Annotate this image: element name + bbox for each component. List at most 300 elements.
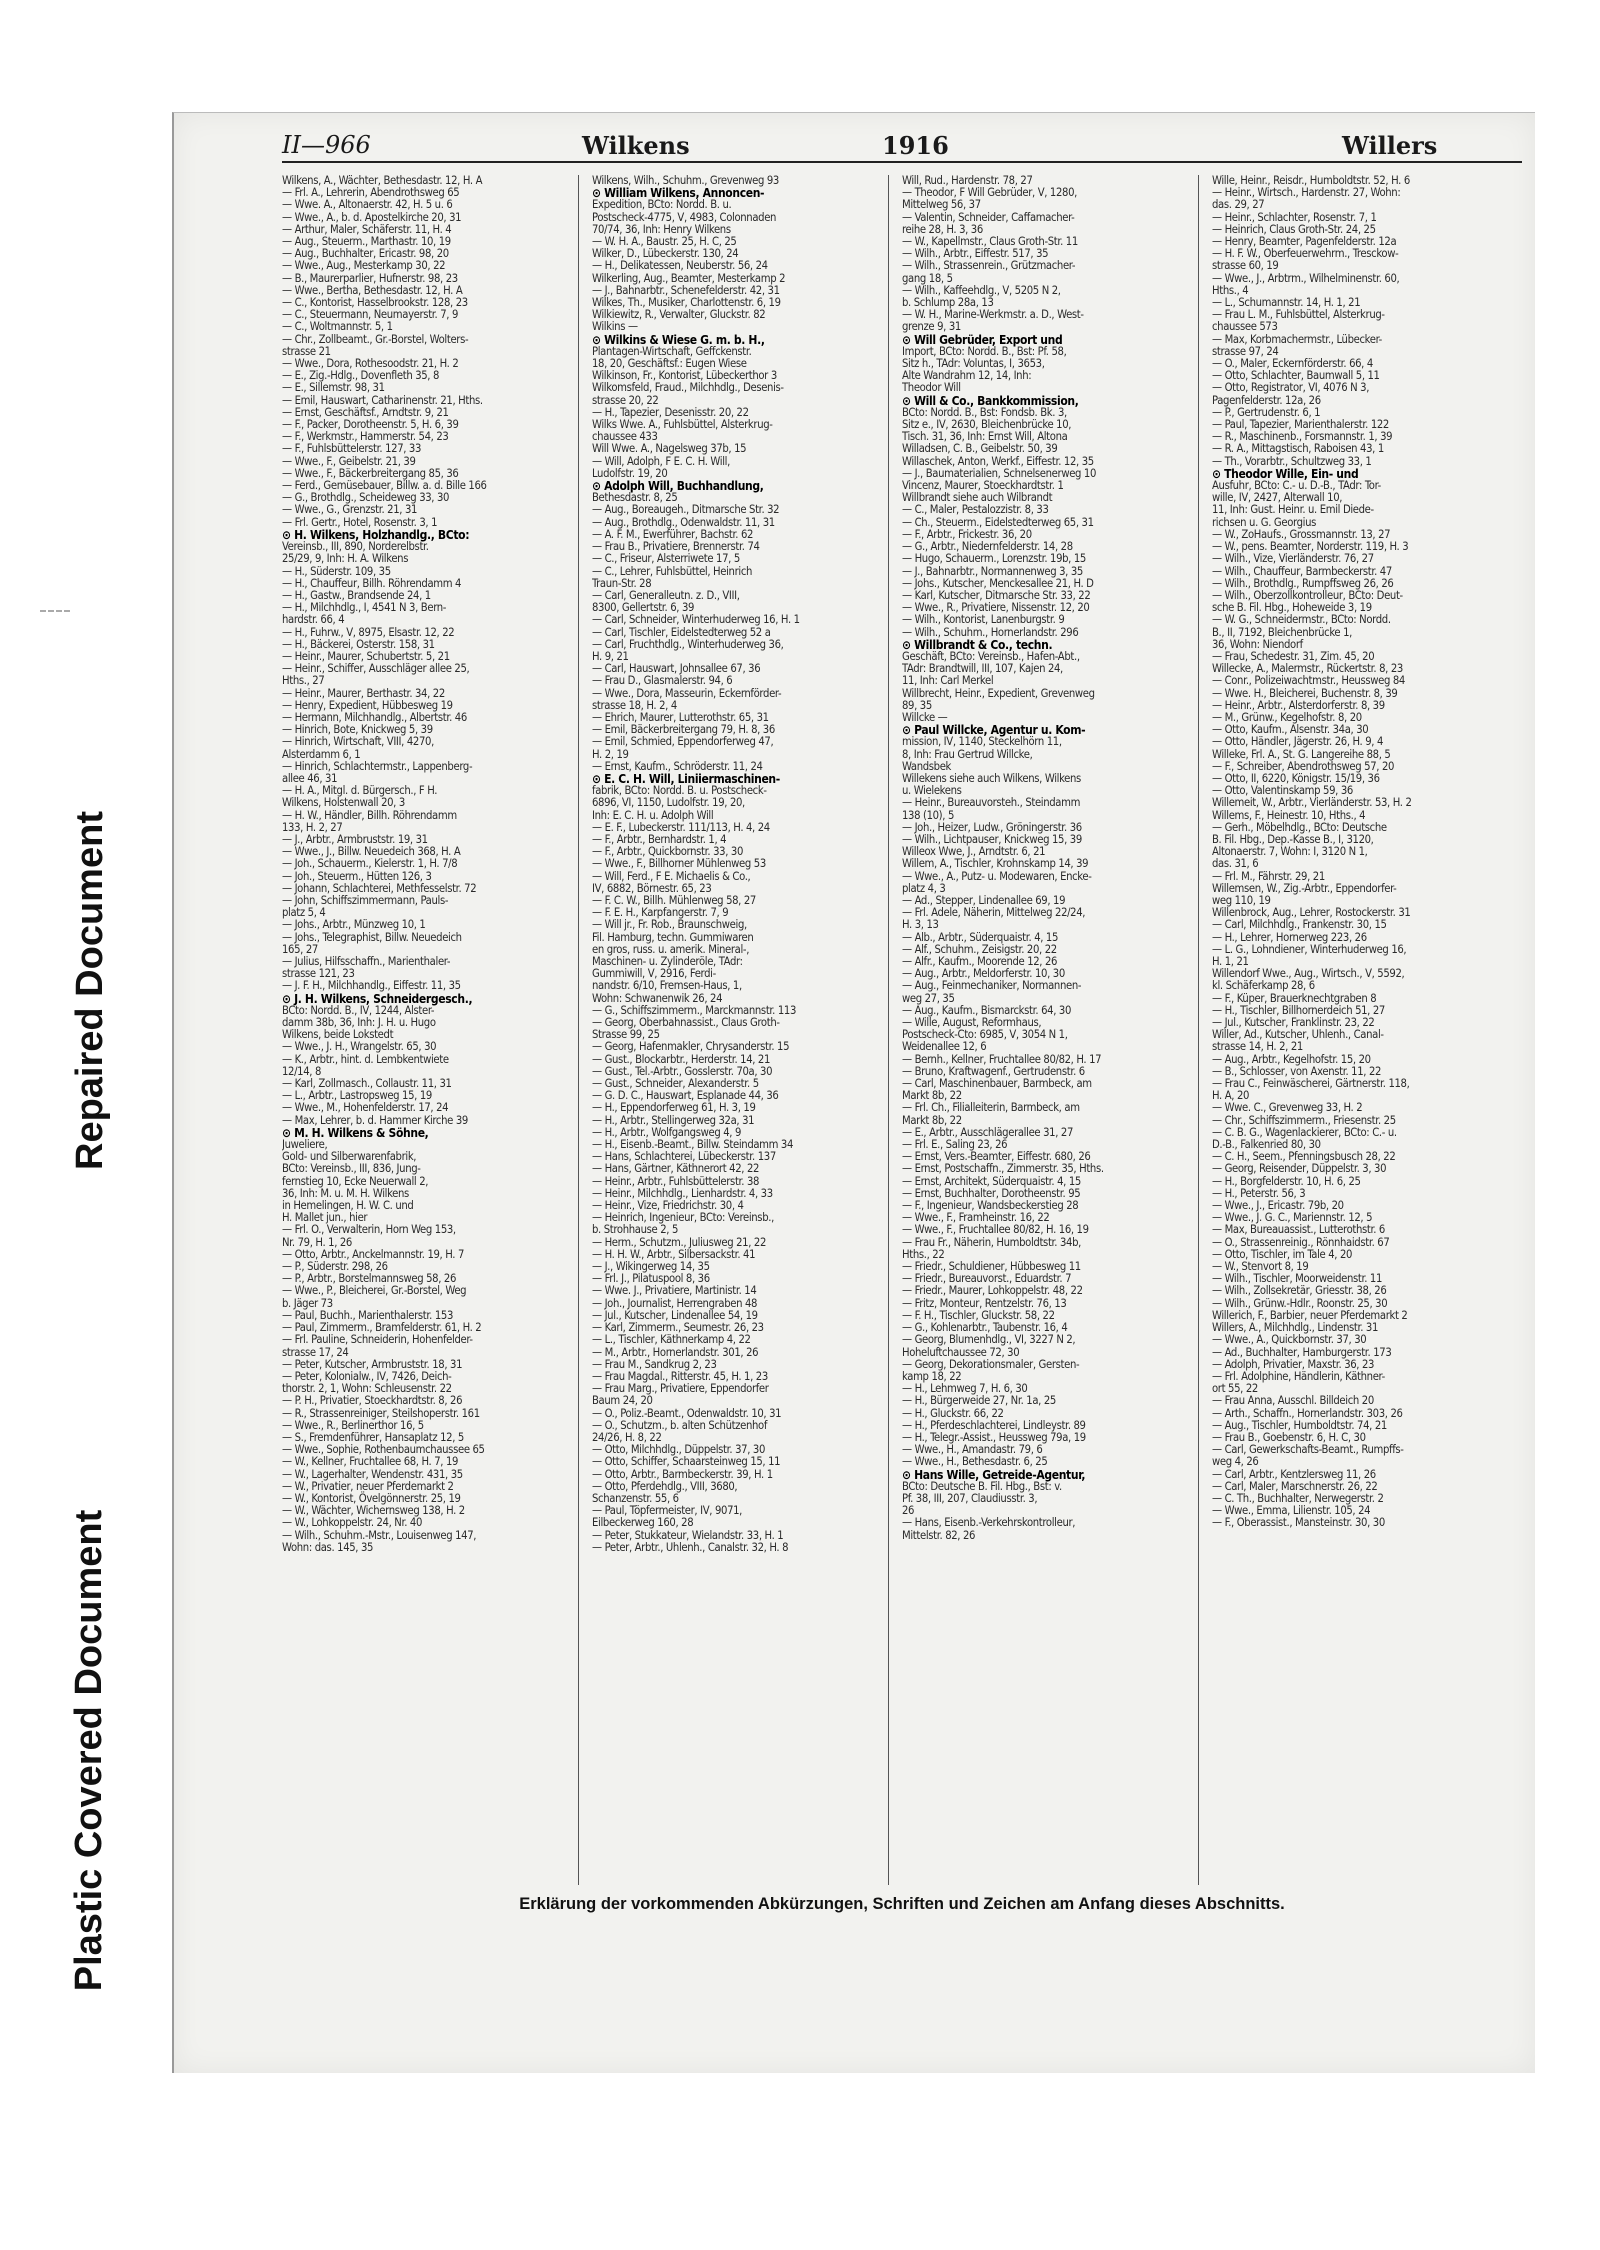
directory-entry: ⊙ E. C. H. Will, Liniiermaschinen- (592, 771, 780, 786)
directory-entry: — Gust., Tel.-Arbtr., Gosslerstr. 70a, 30 (592, 1064, 773, 1078)
directory-entry: 8300, Gellertstr. 6, 39 (592, 601, 695, 615)
directory-entry: — Carl, Gewerkschafts-Beamt., Rumpffs- (1212, 1443, 1404, 1457)
directory-entry: — Herm., Schutzm., Juliusweg 21, 22 (592, 1235, 766, 1249)
directory-entry: — Otto, Schiffer, Schaarsteinweg 15, 11 (592, 1455, 781, 1469)
directory-entry: — C. Th., Buchhalter, Nerwegerstr. 2 (1212, 1491, 1384, 1505)
directory-entry: Wille, Heinr., Reisdr., Humboldtstr. 52, H. 6 (1212, 175, 1410, 187)
directory-entry: — Wwe., Dora, Rothesoodstr. 21, H. 2 (282, 357, 459, 371)
directory-entry: — Heinr., Schlachter, Rosenstr. 7, 1 (1212, 210, 1377, 224)
directory-entry: — Bernh., Kellner, Fruchtallee 80/82, H. 17 (902, 1052, 1102, 1066)
directory-entry: allee 46, 31 (282, 771, 338, 785)
directory-entry: — W., Lagerhalter, Wendenstr. 431, 35 (282, 1467, 463, 1481)
directory-entry: kamp 18, 22 (902, 1369, 962, 1383)
directory-entry: — Julius, Hilfsschaffn., Marienthaler- (282, 955, 451, 968)
directory-entry: — Wwe. A., Altonaerstr. 42, H. 5 u. 6 (282, 198, 453, 212)
directory-entry: — E., Zig.-Hdlg., Dovenfleth 35, 8 (282, 369, 440, 383)
directory-entry: — Johs., Telegraphist, Billw. Neuedeich (282, 930, 462, 944)
directory-entry: Willecke, A., Malermstr., Rückertstr. 8, 23 (1212, 662, 1403, 676)
directory-entry: — Frl. O., Verwalterin, Horn Weg 153, (282, 1223, 456, 1237)
directory-entry: — R. A., Mittagstisch, Raboisen 43, 1 (1212, 442, 1384, 456)
directory-entry: — C., Woltmannstr. 5, 1 (282, 320, 393, 334)
directory-entry: — H., Lehrer, Hornerweg 223, 26 (1212, 930, 1367, 944)
directory-entry: — L. G., Lohndiener, Winterhuderweg 16, (1212, 942, 1407, 956)
directory-entry: — W. H. A., Baustr. 25, H. C, 25 (592, 235, 737, 249)
directory-entry: — Wilh., Vize, Vierländerstr. 76, 27 (1212, 552, 1374, 566)
directory-entry: — P., Arbtr., Borstelmannsweg 58, 26 (282, 1272, 456, 1286)
directory-entry: Gold- und Silberwarenfabrik, (282, 1150, 417, 1164)
directory-entry: — J., Bahnarbtr., Schenefelderstr. 42, 31 (592, 283, 780, 297)
directory-entry: — Chr., Schiffszimmerm., Friesenstr. 25 (1212, 1113, 1396, 1127)
directory-entry: — Otto, Valentinskamp 59, 36 (1212, 784, 1353, 798)
directory-entry: — F., Ingenieur, Wandsbeckerstieg 28 (902, 1199, 1079, 1213)
directory-entry: Wilkens, Holstenwall 20, 3 (282, 796, 405, 810)
directory-entry: — Aug., Arbtr., Kegelhofstr. 15, 20 (1212, 1052, 1371, 1066)
directory-entry: B. Fil. Hbg., Dep.-Kasse B., I, 3120, (1212, 832, 1374, 846)
directory-entry: — W., Kapellmstr., Claus Groth-Str. 11 (902, 235, 1078, 249)
directory-entry: 12/14, 8 (282, 1064, 321, 1078)
directory-entry: — Ch., Steuerm., Eidelstedterweg 65, 31 (902, 515, 1094, 529)
directory-entry: — Frau Magdal., Ritterstr. 45, H. 1, 23 (592, 1369, 768, 1383)
directory-entry: strasse 18, H. 2, 4 (592, 698, 677, 712)
directory-entry: — Wwe., A., Quickbornstr. 37, 30 (1212, 1333, 1367, 1347)
directory-entry: ⊙ Willbrandt & Co., techn. (902, 637, 1053, 652)
directory-entry: — Wwe. H., Bleicherei, Buchenstr. 8, 39 (1212, 686, 1398, 700)
directory-entry: — Ernst, Kaufm., Schröderstr. 11, 24 (592, 759, 763, 773)
directory-entry: — Otto, Schlachter, Baumwall 5, 11 (1212, 369, 1380, 383)
directory-entry: Hoheluftchaussee 72, 30 (902, 1345, 1020, 1359)
directory-entry: H. 3, 13 (902, 918, 939, 932)
directory-entry: BCto: Nordd. B., Bst: Fondsb. Bk. 3, (902, 405, 1067, 419)
directory-entry: — J., Bahnarbtr., Normannenweg 3, 35 (902, 564, 1083, 578)
directory-entry: grenze 9, 31 (902, 320, 961, 334)
directory-entry: Postscheck-4775, V, 4983, Colonnaden (592, 210, 777, 224)
directory-entry: — P., Gertrudenstr. 6, 1 (1212, 405, 1321, 419)
directory-entry: — Heinr., Arbtr., Alsterdorferstr. 8, 39 (1212, 698, 1385, 712)
directory-entry: Willeox Wwe, J., Arndtstr. 6, 21 (902, 845, 1046, 859)
directory-entry: — Otto, Pferdehdlg., VIII, 3680, (592, 1479, 738, 1493)
directory-entry: — Alfr., Kaufm., Moorende 12, 26 (902, 955, 1058, 968)
directory-entry: kl. Schäferkamp 28, 6 (1212, 979, 1315, 993)
directory-entry: — Hermann, Milchhandlg., Albertstr. 46 (282, 710, 467, 724)
directory-entry: — Frl. Adolphine, Händlerin, Käthner- (1212, 1369, 1385, 1383)
directory-entry: — H., Telegr.-Assist., Heussweg 79a, 19 (902, 1430, 1086, 1444)
directory-entry: — Ad., Buchhalter, Hamburgerstr. 173 (1212, 1345, 1392, 1359)
directory-entry: — J., Arbtr., Armbruststr. 19, 31 (282, 832, 428, 846)
directory-entry: Traun-Str. 28 (592, 576, 652, 590)
directory-entry: Wilkens, A., Wächter, Bethesdastr. 12, H. A (282, 175, 483, 187)
directory-entry: fernstieg 10, Ecke Neuerwall 2, (282, 1174, 429, 1188)
directory-entry: — Johann, Schlachterei, Methfesselstr. 72 (282, 881, 477, 895)
directory-entry: 26 (902, 1504, 915, 1518)
directory-entry: — R., Strassenreiniger, Steilshoperstr. 161 (282, 1406, 480, 1420)
directory-entry: — Wwe., R., Privatiere, Nissenstr. 12, 20 (902, 601, 1090, 615)
directory-entry: — Otto, Kaufm., Alsenstr. 34a, 30 (1212, 723, 1369, 737)
directory-entry: — Wwe., F., Billhorner Mühlenweg 53 (592, 857, 766, 871)
directory-entry: platz 5, 4 (282, 906, 326, 920)
plastic-covered-document-label: Plastic Covered Document (68, 1509, 111, 1991)
directory-entry: — O., Strassenreinig., Rönnhaidstr. 67 (1212, 1235, 1390, 1249)
directory-entry: — Wilh., Arbtr., Eiffestr. 517, 35 (902, 247, 1049, 261)
directory-entry: Willcke — (902, 710, 948, 724)
directory-entry: — Wilh., Kontorist, Lanenburgstr. 9 (902, 613, 1065, 627)
directory-entry: — S., Fremdenführer, Hansaplatz 12, 5 (282, 1430, 464, 1444)
directory-entry: — Wwe., Dora, Masseurin, Eckernförder- (592, 686, 782, 700)
directory-entry: 36, Wohn: Niendorf (1212, 637, 1303, 651)
directory-entry: ⊙ Hans Wille, Getreide-Agentur, (902, 1467, 1086, 1482)
directory-entry: — Wwe., A., b. d. Apostelkirche 20, 31 (282, 210, 462, 224)
directory-entry: — Heinr., Schiffer, Ausschläger allee 25, (282, 662, 470, 676)
directory-entry: — E., Arbtr., Ausschlägerallee 31, 27 (902, 1125, 1074, 1139)
directory-entry: Willemsen, W., Zig.-Arbtr., Eppendorfer- (1212, 881, 1397, 895)
directory-entry: gang 18, 5 (902, 271, 953, 285)
directory-entry: — J. F. H., Milchhandlg., Eiffestr. 11, 35 (282, 979, 461, 993)
directory-entry: H. 2, 19 (592, 747, 629, 761)
directory-entry: Willendorf Wwe., Aug., Wirtsch., V, 5592, (1212, 967, 1405, 981)
directory-entry: — Frl. A., Lehrerin, Abendrothsweg 65 (282, 186, 460, 200)
directory-entry: — Otto, Arbtr., Anckelmannstr. 19, H. 7 (282, 1247, 465, 1261)
directory-entry: — Frau, Schedestr. 31, Zim. 45, 20 (1212, 649, 1375, 663)
directory-entry: — Frau M., Sandkrug 2, 23 (592, 1357, 717, 1371)
directory-entry: — Heinr., Vize, Friedrichstr. 30, 4 (592, 1199, 744, 1213)
directory-entry: en gros, russ. u. amerik. Mineral-, (592, 942, 750, 956)
directory-entry: — H., Süderstr. 109, 35 (282, 564, 391, 578)
directory-entry: wille, IV, 2427, Alterwall 10, (1212, 491, 1343, 505)
directory-entry: — Friedr., Bureauvorst., Eduardstr. 7 (902, 1272, 1072, 1286)
directory-entry: — Ad., Stepper, Lindenallee 69, 19 (902, 893, 1066, 907)
directory-entry: ⊙ H. Wilkens, Holzhandlg., BCto: (282, 527, 470, 542)
directory-entry: — Peter, Stukkateur, Wielandstr. 33, H. 1 (592, 1528, 784, 1542)
directory-entry: — Bruno, Kraftwagenf., Gertrudenstr. 6 (902, 1064, 1085, 1078)
directory-entry: H. Mallet jun., hier (282, 1211, 368, 1225)
directory-entry: — Wwe., M., Hohenfelderstr. 17, 24 (282, 1101, 449, 1115)
directory-entry: — F., Oberassist., Mansteinstr. 30, 30 (1212, 1516, 1385, 1530)
page-header (282, 131, 1522, 163)
directory-entry: — F. E. H., Karpfangerstr. 7, 9 (592, 906, 729, 920)
directory-entry: — Frau C., Feinwäscherei, Gärtnerstr. 118, (1212, 1077, 1410, 1091)
directory-entry: — Wilh., Oberzollkontrolleur, BCto: Deut- (1212, 588, 1403, 602)
directory-entry: Ausfuhr, BCto: C.- u. D.-B., TAdr: Tor- (1212, 479, 1381, 493)
directory-entry: Willers, A., Milchhdlg., Lindenstr. 31 (1212, 1321, 1379, 1335)
directory-entry: — Frl. Ch., Filialleiterin, Barmbeck, am (902, 1101, 1080, 1115)
directory-entry: — Alf., Schuhm., Zeisigstr. 20, 22 (902, 942, 1057, 956)
directory-entry: 8, Inh: Frau Gertrud Willcke, (902, 747, 1033, 761)
directory-entry: Expedition, BCto: Nordd. B. u. (592, 198, 732, 212)
directory-entry: — F., Fuhlsbüttelerstr. 127, 33 (282, 442, 422, 456)
directory-entry: — Wilh., Zollsekretär, Griesstr. 38, 26 (1212, 1284, 1387, 1298)
directory-entry: — Carl, Hauswart, Johnsallee 67, 36 (592, 662, 761, 676)
year: 1916 (882, 131, 949, 160)
directory-entry: das. 29, 27 (1212, 198, 1265, 212)
directory-entry: — Aug., Tischler, Humboldtstr. 74, 21 (1212, 1418, 1387, 1432)
directory-entry: — Will, Ferd., F E. Michaelis & Co., (592, 869, 751, 883)
directory-entry: ⊙ J. H. Wilkens, Schneidergesch., (282, 991, 473, 1006)
directory-entry: — Emil, Hauswart, Catharinenstr. 21, Hths. (282, 393, 483, 407)
directory-entry: — Wwe., J. H., Wrangelstr. 65, 30 (282, 1040, 437, 1054)
directory-entry: — Joh., Schauerm., Kielerstr. 1, H. 7/8 (282, 857, 458, 871)
directory-entry: — F., Packer, Dorotheenstr. 5, H. 6, 39 (282, 418, 459, 432)
directory-entry: ⊙ Wilkins & Wiese G. m. b. H., (592, 332, 765, 347)
directory-entry: — Henry, Beamter, Pagenfelderstr. 12a (1212, 235, 1397, 249)
directory-entry: — Emil, Bäckerbreitergang 79, H. 8, 36 (592, 723, 775, 737)
directory-entry: hardstr. 66, 4 (282, 613, 345, 627)
directory-entry: Pf. 38, III, 207, Claudiusstr. 3, (902, 1491, 1038, 1505)
directory-entry: platz 4, 3 (902, 881, 946, 895)
directory-entry: Wandsbek (902, 759, 952, 773)
directory-entry: — Wwe., H., Amandastr. 79, 6 (902, 1443, 1043, 1457)
directory-entry: B., II, 7192, Bleichenbrücke 1, (1212, 625, 1353, 639)
directory-entry: — C., Friseur, Alsterriwete 17, 5 (592, 552, 740, 566)
directory-entry: strasse 14, H. 2, 21 (1212, 1040, 1303, 1054)
directory-entry: — Aug., Feinmechaniker, Normannen- (902, 979, 1082, 993)
directory-entry: — Wwe., G., Grenzstr. 21, 31 (282, 503, 418, 517)
directory-entry: — Arth., Schaffn., Hornerlandstr. 303, 26 (1212, 1406, 1403, 1420)
directory-entry: b. Jäger 73 (282, 1296, 333, 1310)
directory-entry: — L., Tischler, Käthnerkamp 4, 22 (592, 1333, 751, 1347)
directory-entry: — Friedr., Schuldiener, Hübbesweg 11 (902, 1260, 1081, 1274)
directory-entry: — Wwe., H., Bethesdastr. 6, 25 (902, 1455, 1048, 1469)
directory-entry: mission, IV, 1140, Steckelhörn 11, (902, 735, 1062, 749)
directory-entry: — H., Gluckstr. 66, 22 (902, 1406, 1004, 1420)
directory-entry: — Valentin, Schneider, Caffamacher- (902, 210, 1075, 224)
directory-entry: — H., Eisenb.-Beamt., Billw. Steindamm 34 (592, 1138, 794, 1152)
directory-entry: — M., Grünw., Kegelhofstr. 8, 20 (1212, 710, 1362, 724)
directory-entry: ⊙ M. H. Wilkens & Söhne, (282, 1125, 429, 1140)
directory-entry: Willem, A., Tischler, Krohnskamp 14, 39 (902, 857, 1089, 871)
directory-entry: 18, 20, Geschäftsf.: Eugen Wiese (592, 357, 747, 371)
directory-entry: ort 55, 22 (1212, 1382, 1258, 1396)
directory-entry: — Georg, Blumenhdlg., VI, 3227 N 2, (902, 1333, 1076, 1347)
directory-entry: — Heinr., Arbtr., Fuhlsbüttelerstr. 38 (592, 1174, 760, 1188)
directory-entry: — C. B. G., Wagenlackierer, BCto: C.- u. (1212, 1125, 1397, 1139)
directory-entry: Nr. 79, H. 1, 26 (282, 1235, 352, 1249)
directory-entry: — Wilh., Lichtpauser, Knickweg 15, 39 (902, 832, 1082, 846)
directory-entry: Alsterdamm 6, 1 (282, 747, 361, 761)
directory-entry: — Paul, Zimmerm., Bramfelderstr. 61, H. 2 (282, 1321, 482, 1335)
repaired-document-label: Repaired Document (68, 810, 111, 1170)
directory-entry: Postscheck-Cto: 6985, V, 3054 N 1, (902, 1028, 1068, 1042)
directory-entry: — Georg, Oberbahnassist., Claus Groth- (592, 1016, 780, 1030)
directory-entry: — F., Schreiber, Abendrothsweg 57, 20 (1212, 759, 1395, 773)
directory-entry: — Aug., Arbtr., Meldorferstr. 10, 30 (902, 967, 1065, 981)
directory-entry: — Jul., Kutscher, Franklinstr. 23, 22 (1212, 1016, 1375, 1030)
directory-entry: ⊙ Adolph Will, Buchhandlung, (592, 479, 764, 494)
directory-entry: 89, 35 (902, 698, 932, 712)
directory-entry: richsen u. G. Georgius (1212, 515, 1317, 529)
directory-entry: — Carl, Tischler, Eidelstedterweg 52 a (592, 625, 771, 639)
directory-entry: — H., Milchhdlg., I, 4541 N 3, Bern- (282, 601, 447, 615)
directory-entry: 11, Inh: Carl Merkel (902, 674, 994, 688)
directory-entry: — H. F. W., Oberfeuerwehrm., Tresckow- (1212, 247, 1399, 261)
directory-entry: — E. F., Lubeckerstr. 111/113, H. 4, 24 (592, 820, 770, 834)
directory-entry: Markt 8b, 22 (902, 1113, 962, 1127)
directory-entry: — W., Privatier, neuer Pferdemarkt 2 (282, 1479, 454, 1493)
directory-entry: Wilkins — (592, 320, 638, 334)
directory-entry: Sitz h., TAdr: Voluntas, I, 3653, (902, 357, 1045, 371)
directory-entry: Bethesdastr. 8, 25 (592, 491, 678, 505)
directory-entry: Alte Wandrahm 12, 14, Inh: (902, 369, 1032, 383)
directory-entry: Pagenfelderstr. 12a, 26 (1212, 393, 1321, 407)
directory-entry: — L., Arbtr., Lastropsweg 15, 19 (282, 1089, 432, 1103)
directory-entry: — F., Arbtr., Quickbornstr. 33, 30 (592, 845, 744, 859)
directory-entry: — Wwe., F., Bäckerbreitergang 85, 36 (282, 466, 459, 480)
directory-entry: — H., Peterstr. 56, 3 (1212, 1186, 1306, 1200)
directory-entry: — Emil, Schmied, Eppendorferweg 47, (592, 735, 774, 749)
directory-entry: — Aug., Steuerm., Marthastr. 10, 19 (282, 235, 451, 249)
directory-entry: — W., Stenvort 8, 19 (1212, 1260, 1309, 1274)
directory-page (172, 112, 1535, 2073)
directory-entry: — Wwe., P., Bleicherei, Gr.-Borstel, Weg (282, 1284, 467, 1298)
directory-entry: — Aug., Boreaugeh., Ditmarsche Str. 32 (592, 503, 780, 517)
directory-entry: 138 (10), 5 (902, 808, 955, 822)
directory-entry: — G., Arbtr., Niedernfelderstr. 14, 28 (902, 540, 1073, 554)
directory-entry: Willer, Ad., Kutscher, Uhlenh., Canal- (1212, 1028, 1384, 1042)
directory-entry: — W., Kellner, Fruchtallee 68, H. 7, 19 (282, 1455, 459, 1469)
directory-entry: nandstr. 6/10, Fremsen-Haus, 1, (592, 979, 742, 993)
directory-entry: sche B. Fil. Hbg., Hoheweide 3, 19 (1212, 601, 1372, 615)
directory-entry: chaussee 433 (592, 430, 658, 444)
directory-entry: Willenbrock, Aug., Lehrer, Rostockerstr. 31 (1212, 906, 1411, 920)
directory-entry: — Georg, Reisender, Düppelstr. 3, 30 (1212, 1162, 1387, 1176)
directory-entry: — Karl, Zollmasch., Collaustr. 11, 31 (282, 1077, 452, 1091)
directory-entry: — Georg, Hafenmakler, Chrysanderstr. 15 (592, 1040, 790, 1054)
directory-entry: — Heinrich, Ingenieur, BCto: Vereinsb., (592, 1211, 774, 1225)
directory-entry: Vincenz, Maurer, Stoeckhardtstr. 1 (902, 479, 1064, 493)
first-name-guide: Wilkens (582, 131, 690, 160)
directory-entry: — Johs., Arbtr., Münzweg 10, 1 (282, 918, 426, 932)
directory-entry: — G., Brothdlg., Scheideweg 33, 30 (282, 491, 450, 505)
directory-entry: — Frau Marg., Privatiere, Eppendorfer (592, 1382, 769, 1396)
directory-entry: Wilks Wwe. A., Fuhlsbüttel, Alsterkrug- (592, 418, 773, 432)
directory-entry: Wilker, D., Lübeckerstr. 130, 24 (592, 247, 739, 261)
directory-entry: Import, BCto: Nordd. B., Bst: Pf. 58, (902, 344, 1067, 358)
directory-entry: — Arthur, Maler, Schäferstr. 11, H. 4 (282, 222, 452, 236)
directory-entry: BCto: Deutsche B. Fil. Hbg., Bst: v. (902, 1479, 1062, 1493)
directory-entry: — B., Maurerparlier, Hufnerstr. 98, 23 (282, 271, 458, 285)
directory-entry: u. Wielekens (902, 784, 962, 798)
directory-entry: weg 110, 19 (1212, 893, 1271, 907)
directory-entry: — Joh., Steuerm., Hütten 126, 3 (282, 869, 432, 883)
directory-entry: — Ernst, Architekt, Süderquaistr. 4, 15 (902, 1174, 1081, 1188)
directory-entry: strasse 17, 24 (282, 1345, 349, 1359)
directory-entry: Will, Rud., Hardenstr. 78, 27 (902, 175, 1033, 187)
directory-entry: — F., Küper, Brauerknechtgraben 8 (1212, 991, 1377, 1005)
directory-entry: — Heinr., Maurer, Schubertstr. 5, 21 (282, 649, 450, 663)
directory-entry: — Frl. Adele, Näherin, Mittelweg 22/24, (902, 906, 1086, 920)
directory-entry: Hths., 22 (902, 1247, 945, 1261)
directory-entry: — Max, Korbmachermstr., Lübecker- (1212, 332, 1382, 346)
directory-entry: — H., Lehmweg 7, H. 6, 30 (902, 1382, 1028, 1396)
directory-entry: Vereinsb., III, 890, Norderelbstr. (282, 540, 429, 554)
directory-entry: — Frau Fr., Näherin, Humboldtstr. 34b, (902, 1235, 1081, 1249)
directory-entry: H. A, 20 (1212, 1089, 1250, 1103)
directory-entry: — H., Pferdeschlachterei, Lindleystr. 89 (902, 1418, 1086, 1432)
directory-entry: — Max, Lehrer, b. d. Hammer Kirche 39 (282, 1113, 468, 1127)
directory-entry: — W. H., Marine-Werkmstr. a. D., West- (902, 308, 1084, 322)
directory-entry: Willerich, F., Barbier, neuer Pferdemarkt 2 (1212, 1308, 1408, 1322)
directory-entry: 24/26, H. 8, 22 (592, 1430, 662, 1444)
directory-entry: — W., Lohkoppelstr. 24, Nr. 40 (282, 1516, 423, 1530)
directory-entry: — Ernst, Postschaffn., Zimmerstr. 35, Hths. (902, 1162, 1104, 1176)
last-name-guide: Willers (1342, 131, 1438, 160)
directory-entry: — Wwe., F., Geibelstr. 21, 39 (282, 454, 416, 468)
directory-entry: — W., Wächter, Wichernsweg 138, H. 2 (282, 1504, 465, 1518)
directory-entry: — Wwe., A., Putz- u. Modewaren, Encke- (902, 869, 1092, 883)
directory-entry: — Otto, Tischler, im Tale 4, 20 (1212, 1247, 1353, 1261)
directory-entry: — Carl, Arbtr., Kentzlersweg 11, 26 (1212, 1467, 1376, 1481)
directory-entry: reihe 28, H. 3, 36 (902, 222, 983, 236)
directory-entry: — H., Delikatessen, Neuberstr. 56, 24 (592, 259, 768, 273)
directory-entry: — Fritz, Monteur, Rentzelstr. 76, 13 (902, 1296, 1067, 1310)
directory-entry: — Hinrich, Wirtschaft, VIII, 4270, (282, 735, 434, 749)
footer-note: Erklärung der vorkommenden Abkürzungen, Schriften und Zeichen am Anfang dieses Abschnitts. (519, 1895, 1285, 1913)
directory-entry: Willems, F., Heinestr. 10, Hths., 4 (1212, 808, 1366, 822)
directory-entry: — Friedr., Maurer, Lohkoppelstr. 48, 22 (902, 1284, 1083, 1298)
directory-entry: Wilkinson, Fr., Kontorist, Lübeckerthor 3 (592, 369, 777, 383)
directory-entry: — Carl, Fruchthdlg., Winterhuderweg 36, (592, 637, 784, 651)
directory-entry: Mittelweg 56, 37 (902, 198, 981, 212)
margin-tick (40, 610, 70, 612)
directory-entry: — Paul, Buchh., Marienthalerstr. 153 (282, 1308, 454, 1322)
directory-entry: — Wilh., Schuhm.-Mstr., Louisenweg 147, (282, 1528, 477, 1542)
directory-entry: — C. H., Seem., Pfenningsbusch 28, 22 (1212, 1150, 1396, 1164)
directory-entry: — H., Eppendorferweg 61, H. 3, 19 (592, 1101, 756, 1115)
directory-entry: — Ernst, Geschäftsf., Arndtstr. 9, 21 (282, 405, 449, 419)
directory-entry: — G., Schiffszimmerm., Marckmannstr. 113 (592, 1003, 797, 1017)
directory-entry: H. 1, 21 (1212, 955, 1249, 968)
directory-entry: — H., Tapezier, Desenisstr. 20, 22 (592, 405, 749, 419)
directory-entry: — Theodor, F Will Gebrüder, V, 1280, (902, 186, 1077, 200)
directory-entry: — Chr., Zollbeamt., Gr.-Borstel, Wolters- (282, 332, 469, 346)
directory-entry: — Peter, Arbtr., Uhlenh., Canalstr. 32, H. 8 (592, 1540, 789, 1554)
directory-entry: — H. W., Händler, Billh. Röhrendamm (282, 808, 457, 822)
directory-entry: Altonaerstr. 7, Wohn: I, 3120 N 1, (1212, 845, 1368, 859)
directory-entry: chaussee 573 (1212, 320, 1278, 334)
directory-entry: — Wwe., J., Billw. Neuedeich 368, H. A (282, 845, 461, 859)
directory-entry: — Ehrich, Maurer, Lutterothstr. 65, 31 (592, 710, 769, 724)
directory-entry: b. Strohhause 2, 5 (592, 1223, 679, 1237)
directory-entry: Wilkes, Th., Musiker, Charlottenstr. 6, 19 (592, 296, 781, 310)
directory-entry: IV, 6882, Börnestr. 65, 23 (592, 881, 712, 895)
directory-entry: Wilkens, Wilh., Schuhm., Grevenweg 93 (592, 175, 779, 187)
directory-entry: Gummiwill, V, 2916, Ferdi- (592, 967, 716, 981)
directory-entry: — Wwe., Emma, Lilienstr. 105, 24 (1212, 1504, 1371, 1518)
directory-entry: — Wwe., Sophie, Rothenbaumchaussee 65 (282, 1443, 485, 1457)
directory-entry: — H., Bürgerweide 27, Nr. 1a, 25 (902, 1394, 1056, 1408)
directory-entry: — Adolph, Privatier, Maxstr. 36, 23 (1212, 1357, 1375, 1371)
directory-entry: Willbrecht, Heinr., Expedient, Grevenweg (902, 686, 1095, 700)
directory-entry: — Frl. Pauline, Schneiderin, Hohenfelder- (282, 1333, 473, 1347)
directory-entry: — Heinrich, Claus Groth-Str. 24, 25 (1212, 222, 1376, 236)
directory-entry: strasse 121, 23 (282, 967, 355, 981)
directory-entry: — W., ZoHaufs., Grossmannstr. 13, 27 (1212, 527, 1391, 541)
directory-entry: — Aug., Brothdlg., Odenwaldstr. 11, 31 (592, 515, 775, 529)
directory-entry: — E., Sillemstr. 98, 31 (282, 381, 385, 395)
directory-column-3 (902, 175, 1199, 1885)
directory-entry: — Heinr., Bureauvorsteh., Steindamm (902, 796, 1081, 810)
directory-entry: — R., Maschinenb., Forsmannstr. 1, 39 (1212, 430, 1393, 444)
directory-entry: Theodor Will (902, 381, 961, 395)
directory-entry: — H. A., Mitgl. d. Bürgersch., F H. (282, 784, 438, 798)
directory-entry: — Heinr., Wirtsch., Hardenstr. 27, Wohn: (1212, 186, 1401, 200)
directory-entry: Wilkomsfeld, Fraud., Milchhdlg., Desenis- (592, 381, 784, 395)
directory-entry: — Frau D., Glasmalerstr. 94, 6 (592, 674, 733, 688)
directory-entry: Wilkens, beide Lokstedt (282, 1028, 394, 1042)
directory-entry: ⊙ Paul Willcke, Agentur u. Kom- (902, 723, 1086, 738)
directory-entry: — W. G., Schneidermstr., BCto: Nordd. (1212, 613, 1391, 627)
directory-entry: — Wwe., F., Framheinstr. 16, 22 (902, 1211, 1050, 1225)
directory-entry: BCto: Vereinsb., III, 836, Jung- (282, 1162, 421, 1176)
directory-entry: Willaschek, Anton, Werkf., Eiffestr. 12, 35 (902, 454, 1094, 468)
